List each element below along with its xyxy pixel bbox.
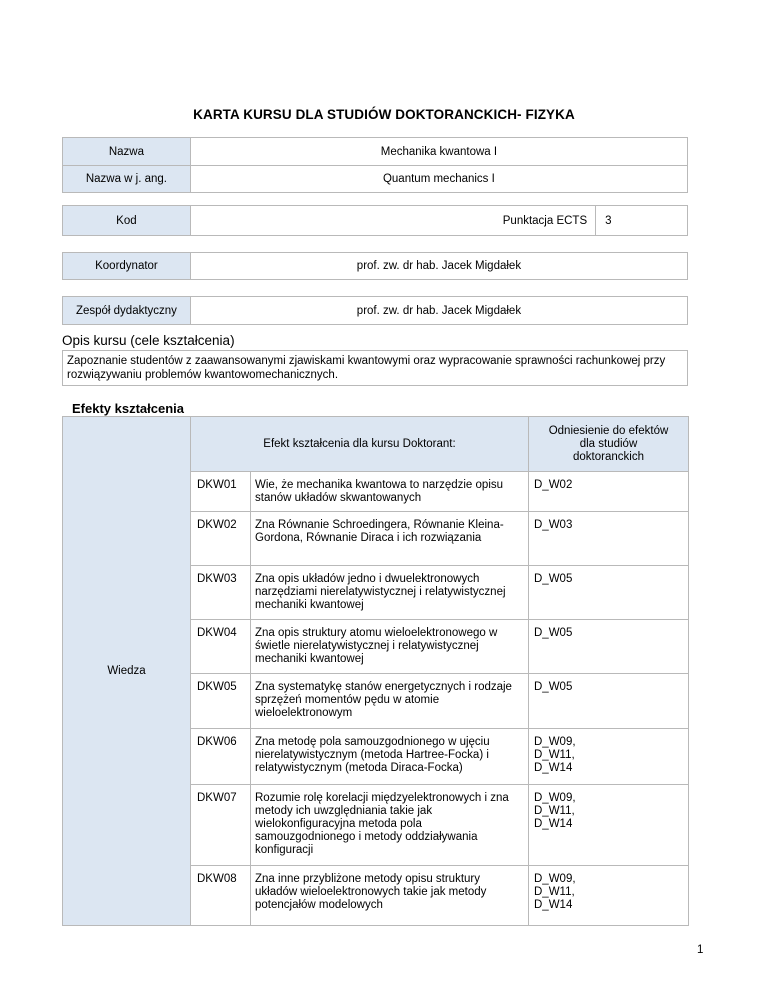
name-table — [62, 137, 688, 193]
effect-code: DKW04 — [191, 620, 251, 674]
effect-desc: Rozumie rolę korelacji międzyelektronowych i zna metody ich uwzględniania takie jak wielokonfiguracyjna metoda pola samouzgodnionego i metody oddziaływania konfiguracji — [251, 785, 529, 866]
effect-desc: Zna inne przybliżone metody opisu struktury układów wieloelektronowych takie jak metody potencjałów modelowych — [251, 866, 529, 926]
effect-column-header: Efekt kształcenia dla kursu Doktorant: — [191, 417, 529, 472]
page-number: 1 — [697, 944, 704, 956]
efekty-heading: Efekty kształcenia — [72, 401, 185, 416]
effect-ref: D_W05 — [529, 674, 689, 729]
nazwa-value: Mechanika kwantowa I — [190, 138, 687, 166]
opis-heading: Opis kursu (cele kształcenia) — [62, 333, 235, 348]
koordynator-label: Koordynator — [63, 253, 191, 280]
zespol-value: prof. zw. dr hab. Jacek Migdałek — [190, 297, 687, 325]
effect-desc: Zna opis układów jedno i dwuelektronowych narzędziami nierelatywistycznej i relatywistycznej mechaniki kwantowej — [251, 566, 529, 620]
effect-code: DKW05 — [191, 674, 251, 729]
koordynator-value: prof. zw. dr hab. Jacek Migdałek — [190, 253, 687, 280]
efekty-table — [62, 416, 689, 926]
effect-code: DKW03 — [191, 566, 251, 620]
effect-ref: D_W09, D_W11, D_W14 — [529, 729, 689, 785]
effect-code: DKW02 — [191, 512, 251, 566]
effect-ref: D_W05 — [529, 566, 689, 620]
effect-desc: Wie, że mechanika kwantowa to narzędzie opisu stanów układów skwantowanych — [251, 472, 529, 512]
effect-code: DKW01 — [191, 472, 251, 512]
koordynator-table — [62, 252, 688, 280]
opis-text: Zapoznanie studentów z zaawansowanymi zjawiskami kwantowymi oraz wypracowanie sprawności rachunkowej przy rozwiązywaniu problemów kwantowomechanicznych. — [62, 350, 688, 386]
ects-value: 3 — [596, 206, 688, 236]
kod-value — [190, 206, 481, 236]
ects-label: Punktacja ECTS — [482, 206, 596, 236]
effect-desc: Zna opis struktury atomu wieloelektronowego w świetle nierelatywistycznej i relatywistycznej mechaniki kwantowej — [251, 620, 529, 674]
effect-code: DKW06 — [191, 729, 251, 785]
effect-code: DKW07 — [191, 785, 251, 866]
zespol-table — [62, 296, 688, 325]
effect-desc: Zna metodę pola samouzgodnionego w ujęciu nierelatywistycznym (metoda Hartree-Focka) i relatywistycznym (metoda Diraca-Focka) — [251, 729, 529, 785]
kod-table — [62, 205, 688, 236]
effect-desc: Zna Równanie Schroedingera, Równanie Kleina-Gordona, Równanie Diraca i ich rozwiązania — [251, 512, 529, 566]
effect-ref: D_W05 — [529, 620, 689, 674]
effect-ref: D_W03 — [529, 512, 689, 566]
nazwa-label: Nazwa — [63, 138, 191, 166]
effect-ref: D_W09, D_W11, D_W14 — [529, 785, 689, 866]
nazwa-ang-value: Quantum mechanics I — [190, 166, 687, 193]
kod-label: Kod — [63, 206, 191, 236]
zespol-label: Zespół dydaktyczny — [63, 297, 191, 325]
effect-code: DKW08 — [191, 866, 251, 926]
effect-ref: D_W02 — [529, 472, 689, 512]
effect-ref: D_W09, D_W11, D_W14 — [529, 866, 689, 926]
wiedza-category: Wiedza — [63, 417, 191, 926]
page-title: KARTA KURSU DLA STUDIÓW DOKTORANCKICH- FIZYKA — [193, 107, 575, 122]
nazwa-ang-label: Nazwa w j. ang. — [63, 166, 191, 193]
ref-column-header: Odniesienie do efektów dla studiów doktoranckich — [529, 417, 689, 472]
effect-desc: Zna systematykę stanów energetycznych i rodzaje sprzężeń momentów pędu w atomie wieloelektronowym — [251, 674, 529, 729]
